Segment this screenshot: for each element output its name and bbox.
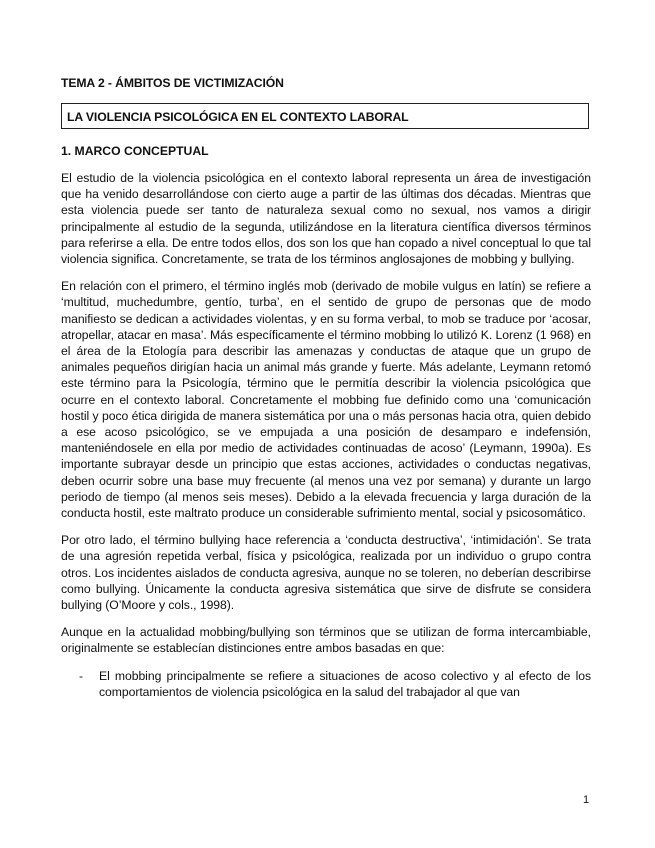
- section-title-box: [61, 103, 589, 129]
- section-title: LA VIOLENCIA PSICOLÓGICA EN EL CONTEXTO LABORAL: [67, 110, 409, 124]
- paragraph: El estudio de la violencia psicológica en el contexto laboral representa un área de investigación que ha venido desarrollándose con cierto auge a partir de las últimas dos décadas. Mientras que esta violencia puede ser tanto de naturaleza sexual como no sexual, nos vamos a dirigir principalmente al estudio de la segunda, utilizándose en la literatura científica diversos términos para referirse a ella. De entre todos ellos, dos son los que han copado a nivel conceptual lo que tal violencia significa. Concretamente, se trata de los términos anglosajones de mobbing y bullying.: [61, 171, 591, 267]
- subheading-marco-conceptual: 1. MARCO CONCEPTUAL: [61, 144, 209, 158]
- document-title: TEMA 2 - ÁMBITOS DE VICTIMIZACIÓN: [61, 76, 284, 90]
- list-item: [61, 668, 591, 700]
- page-number: 1: [583, 794, 590, 806]
- dash-list: [61, 668, 591, 700]
- document-body: [61, 170, 591, 700]
- list-item-text: El mobbing principalmente se refiere a situaciones de acoso colectivo y al efecto de los comportamientos de violencia psicológica en la salud del trabajador al que van: [99, 668, 591, 699]
- paragraph: En relación con el primero, el término inglés mob (derivado de mobile vulgus en latín) se refiere a ‘multitud, muchedumbre, gentío, turba’, en el sentido de grupo de personas que de modo manifiesto se dedican a actividades violentas, y en su forma verbal, to mob se traduce por ‘acosar, atropellar, atacar en masa’. Más específicamente el término mobbing lo utilizó K. Lorenz (1 968) en el área de la Etología para describir las amenazas y conductas de ataque que un grupo de animales pequeños dirigían hacia un animal más grande y fuerte. Más adelante, Leymann retomó este término para la Psicología, término que le permitía describir la violencia psicológica que ocurre en el contexto laboral. Concretamente el mobbing fue definido como una ‘comunicación hostil y poco ética dirigida de manera sistemática por una o más personas hacia otra, quien debido a ese acoso psicológico, se ve empujada a una posición de desamparo e indefensión, manteniéndosele en ella por medio de actividades continuadas de acoso’ (Leymann, 1990a). Es importante subrayar desde un principio que estas acciones, actividades o conductas negativas, deben ocurrir sobre una base muy frecuente (al menos una vez por semana) y durante un largo periodo de tiempo (al menos seis meses). Debido a la elevada frecuencia y larga duración de la conducta hostil, este maltrato produce un considerable sufrimiento mental, social y psicosomático.: [61, 279, 591, 521]
- list-dash-marker: -: [79, 668, 84, 683]
- paragraph: Por otro lado, el término bullying hace referencia a ‘conducta destructiva’, ‘intimidación’. Se trata de una agresión repetida verbal, física y psicológica, realizada por un individuo o grupo contra otros. Los incidentes aislados de conducta agresiva, aunque no se toleren, no deberían describirse como bullying. Únicamente la conducta agresiva sistemática que sirve de disfrute se considera bullying (O’Moore y cols., 1998).: [61, 533, 591, 613]
- paragraph: Aunque en la actualidad mobbing/bullying son términos que se utilizan de forma intercambiable, originalmente se establecían distinciones entre ambos basadas en que:: [61, 625, 591, 656]
